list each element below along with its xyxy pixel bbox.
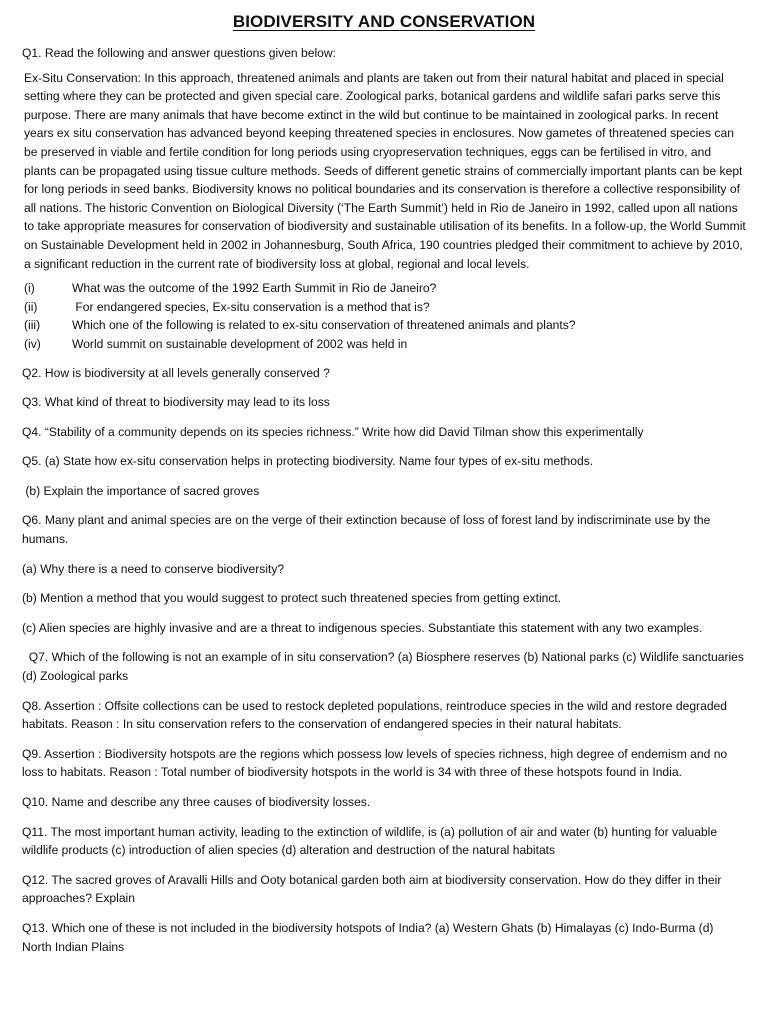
question-2: Q2. How is biodiversity at all levels generally conserved ? xyxy=(22,365,330,380)
subquestion-number: (i) xyxy=(24,281,35,296)
subquestion-text: Which one of the following is related to ex-situ conservation of threatened animals and plants? xyxy=(72,318,576,333)
question-9: Q9. Assertion : Biodiversity hotspots are the regions which possess low levels of species richness, high degree of endemism and no loss to habitats. Reason : Total number of biodiversity hotspots in the world is 34 with three of these hotspots found in India. xyxy=(22,746,728,780)
question-6b: (b) Mention a method that you would suggest to protect such threatened species from getting extinct. xyxy=(22,591,562,606)
list-item xyxy=(22,298,746,317)
question-10: Q10. Name and describe any three causes of biodiversity losses. xyxy=(22,795,371,809)
list-item xyxy=(22,279,746,298)
subquestion-text: World summit on sustainable development of 2002 was held in xyxy=(72,336,408,351)
subquestion-number: (iv) xyxy=(24,336,41,351)
question-12: Q12. The sacred groves of Aravalli Hills and Ooty botanical garden both aim at biodiversity conservation. How do they differ in their approaches? Explain xyxy=(22,872,722,906)
question-6a: (a) Why there is a need to conserve biodiversity? xyxy=(22,561,285,576)
subquestion-text: What was the outcome of the 1992 Earth Summit in Rio de Janeiro? xyxy=(72,281,437,296)
question-13: Q13. Which one of these is not included in the biodiversity hotspots of India? (a) Western Ghats (b) Himalayas (c) Indo-Burma (d) North Indian Plains xyxy=(22,920,714,954)
subquestion-text: For endangered species, Ex-situ conservation is a method that is? xyxy=(72,299,430,314)
question-8: Q8. Assertion : Offsite collections can be used to restock depleted populations, reintroduce species in the wild and restore degraded habitats. Reason : In situ conservation refers to the conservation of endangered species in their natural habitats. xyxy=(22,698,727,732)
question-5a: Q5. (a) State how ex-situ conservation helps in protecting biodiversity. Name four types of ex-situ methods. xyxy=(22,454,594,469)
question-3: Q3. What kind of threat to biodiversity may lead to its loss xyxy=(22,395,330,410)
question-7: Q7. Which of the following is not an example of in situ conservation? (a) Biosphere reserves (b) National parks (c) Wildlife sanctuaries (d) Zoological parks xyxy=(22,650,748,684)
question-11: Q11. The most important human activity, leading to the extinction of wildlife, is (a) pollution of air and water (b) hunting for valuable wildlife products (c) introduction of alien species (d) alteration and destruction of the natural habitats xyxy=(22,824,718,858)
question-6c: (c) Alien species are highly invasive and are a threat to indigenous species. Substantiate this statement with any two examples. xyxy=(22,620,703,635)
question-1-subquestions xyxy=(22,279,746,353)
document-title: BIODIVERSITY AND CONSERVATION xyxy=(232,12,536,31)
list-item xyxy=(22,316,746,335)
subquestion-number: (ii) xyxy=(24,299,38,314)
list-item xyxy=(22,335,746,354)
question-1-prompt: Q1. Read the following and answer questions given below: xyxy=(22,46,336,60)
question-6: Q6. Many plant and animal species are on the verge of their extinction because of loss of forest land by indiscriminate use by the humans. xyxy=(22,513,711,547)
question-1-passage: Ex-Situ Conservation: In this approach, threatened animals and plants are taken out from their natural habitat and placed in special setting where they can be protected and given special care. Zoological parks, botanical gardens and wildlife safari parks serve this purpose. There are many animals that have become extinct in the wild but continue to be maintained in zoological parks. In recent years ex situ conservation has advanced beyond keeping threatened species in enclosures. Now gametes of threatened species can be preserved in viable and fertile condition for long periods using cryopreservation techniques, eggs can be fertilised in vitro, and plants can be propagated using tissue culture methods. Seeds of different genetic strains of commercially important plants can be kept for long periods in seed banks. Biodiversity knows no political boundaries and its conservation is therefore a collective responsibility of all nations. The historic Convention on Biological Diversity (‘The Earth Summit’) held in Rio de Janeiro in 1992, called upon all nations to take appropriate measures for conservation of biodiversity and sustainable utilisation of its benefits. In a follow-up, the World Summit on Sustainable Development held in 2002 in Johannesburg, South Africa, 190 countries pledged their commitment to achieve by 2010, a significant reduction in the current rate of biodiversity loss at global, regional and local levels. xyxy=(24,70,746,271)
subquestion-number: (iii) xyxy=(24,318,41,333)
question-4: Q4. “Stability of a community depends on its species richness.” Write how did David Tilman show this experimentally xyxy=(22,424,644,439)
question-5b: (b) Explain the importance of sacred groves xyxy=(22,483,260,498)
